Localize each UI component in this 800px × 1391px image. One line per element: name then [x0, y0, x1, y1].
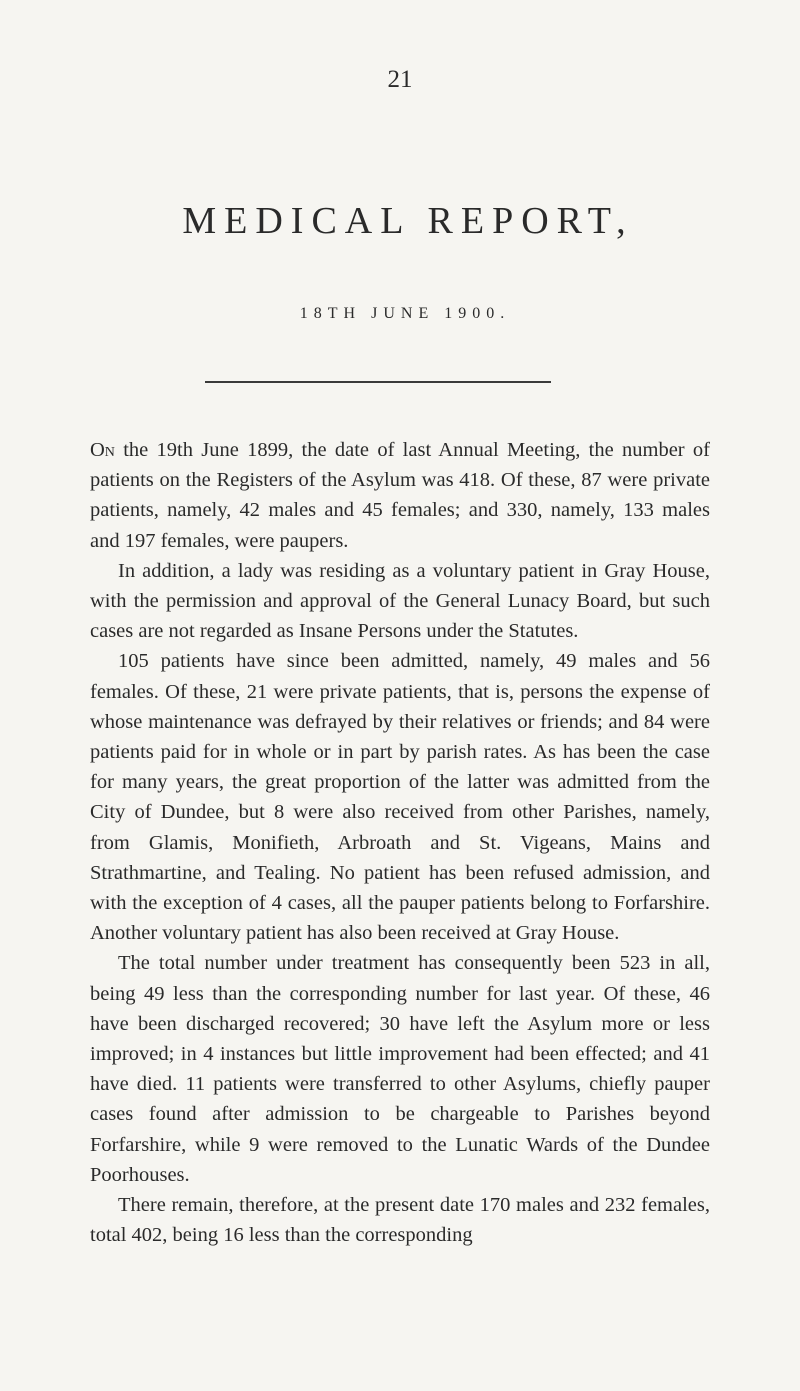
paragraph-text: the 19th June 1899, the date of last Annual Meeting, the number of patients on the Registers of the Asylum was 418. Of these, 87 were private patients, namely, 42 males and 45 females; and 330, namely, 133 males and 197 females, were paupers.: [90, 439, 710, 552]
paragraph: The total number under treatment has consequently been 523 in all, being 49 less than the corresponding number for last year. Of these, 46 have been discharged recovered; 30 have left the Asylum more or less improved; in 4 instances but little improvement had been effected; and 41 have died. 11 patients were transferred to other Asylums, chiefly pauper cases found after admission to be chargeable to Parishes beyond Forfarshire, while 9 were removed to the Lunatic Wards of the Dundee Poorhouses.: [90, 952, 710, 1186]
report-body: [90, 435, 710, 1250]
paragraph: There remain, therefore, at the present date 170 males and 232 females, total 402, being 16 less than the corresponding: [90, 1194, 710, 1247]
paragraph: 105 patients have since been admitted, namely, 49 males and 56 females. Of these, 21 were private patients, that is, persons the expense of whose maintenance was defrayed by their relatives or friends; and 84 were patients paid for in whole or in part by parish rates. As has been the case for many years, the great proportion of the latter was admitted from the City of Dundee, but 8 were also received from other Parishes, namely, from Glamis, Monifieth, Arbroath and St. Vigeans, Mains and Strathmartine, and Tealing. No patient has been refused admission, and with the exception of 4 cases, all the pauper patients belong to Forfarshire. Another voluntary patient has also been received at Gray House.: [90, 650, 710, 945]
paragraph: In addition, a lady was residing as a voluntary patient in Gray House, with the permission and approval of the General Lunacy Board, but such cases are not regarded as Insane Persons under the Statutes.: [90, 559, 710, 643]
horizontal-rule: [205, 381, 551, 383]
page-number: 21: [387, 66, 413, 93]
report-title: MEDICAL REPORT,: [182, 200, 634, 242]
paragraph: [90, 435, 710, 556]
report-date: 18TH JUNE 1900.: [299, 305, 511, 322]
first-word: On: [90, 439, 115, 461]
